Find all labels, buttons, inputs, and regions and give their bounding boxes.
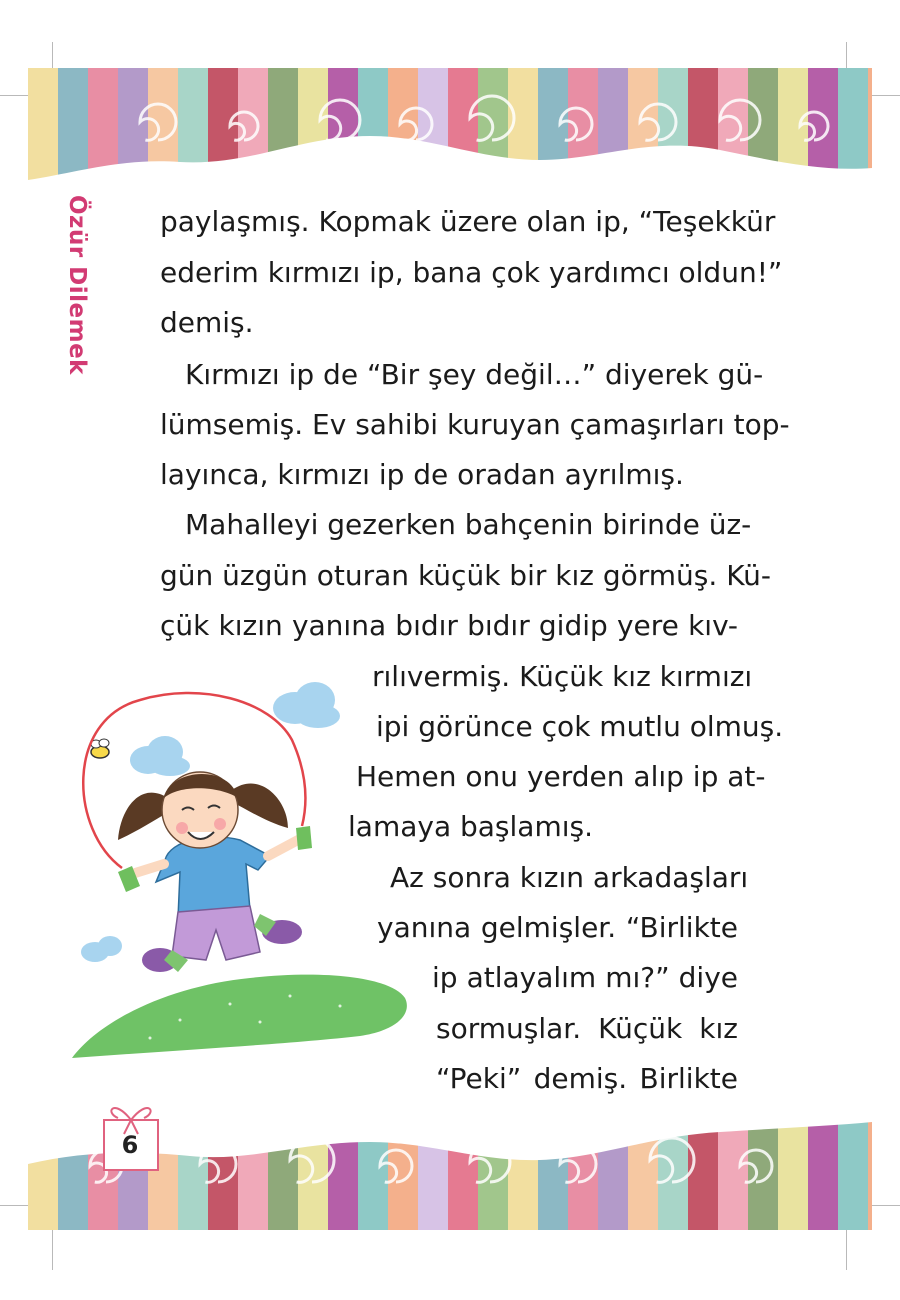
border-stripe [358,1120,388,1232]
body-line-13: lamaya başlamış. [348,810,593,843]
border-stripe [718,68,748,183]
girl-jumping-rope-illustration [60,660,420,1080]
border-stripe [268,1120,298,1232]
border-stripe [238,1120,268,1232]
border-stripe [748,1120,778,1232]
border-stripe [358,68,388,183]
border-stripe [178,1120,208,1232]
body-line-17: sormuşlar. Küçük kız [436,1012,738,1045]
body-line-8: gün üzgün oturan küçük bir kız görmüş. Kü- [160,559,772,592]
border-stripe [268,68,298,183]
body-line-16: ip atlayalım mı?” diye [432,961,738,994]
border-stripe [28,68,58,183]
border-stripe [508,1120,538,1232]
border-stripe [208,68,238,183]
bee-icon [91,739,109,758]
side-chapter-title-text: Özür Dilemek [64,195,90,375]
side-chapter-title [50,195,130,395]
border-stripe [778,68,808,183]
border-stripe [448,68,478,183]
border-stripe [568,68,598,183]
body-line-10: rılıvermiş. Küçük kız kırmızı [372,660,753,693]
border-stripe [598,1120,628,1232]
body-line-1: paylaşmış. Kopmak üzere olan ip, “Teşekkür [160,205,776,238]
border-stripe [448,1120,478,1232]
border-stripe [118,68,148,183]
border-stripe [778,1120,808,1232]
body-line-3: demiş. [160,306,254,339]
border-stripe [838,1120,868,1232]
border-stripe [328,68,358,183]
border-stripe [688,1120,718,1232]
border-stripe [628,68,658,183]
cloud-icon [130,736,190,776]
border-stripe [298,68,328,183]
body-line-9: çük kızın yanına bıdır bıdır gidip yere kıv- [160,609,738,642]
body-line-15: yanına gelmişler. “Birlikte [377,911,738,944]
body-line-12: Hemen onu yerden alıp ip at- [356,760,766,793]
border-stripe [418,1120,448,1232]
body-line-2: ederim kırmızı ip, bana çok yardımcı oldun!” [160,256,783,289]
border-stripe [148,68,178,183]
border-stripe [748,68,778,183]
border-stripe [598,68,628,183]
border-stripe [58,68,88,183]
border-stripe [388,1120,418,1232]
cloud-icon [273,682,340,728]
page-number: 6 [121,1131,139,1159]
border-stripe [28,1120,58,1232]
body-line-5: lümsemiş. Ev sahibi kuruyan çamaşırları top- [160,408,790,441]
border-stripe [868,1120,872,1232]
cloud-icon [81,936,122,962]
border-stripe [628,1120,658,1232]
border-stripe [658,68,688,183]
body-line-6: layınca, kırmızı ip de oradan ayrılmış. [160,458,684,491]
border-stripe [178,68,208,183]
border-stripe [868,68,872,183]
body-line-11: ipi görünce çok mutlu olmuş. [376,710,784,743]
border-stripe [838,68,868,183]
top-decorative-border [0,40,900,190]
body-line-14: Az sonra kızın arkadaşları [390,861,749,894]
border-stripe [718,1120,748,1232]
border-stripe [538,1120,568,1232]
border-stripe [208,1120,238,1232]
border-stripe [328,1120,358,1232]
body-line-18: “Peki” demiş. Birlikte [436,1062,738,1095]
border-stripe [88,68,118,183]
body-line-7: Mahalleyi gezerken bahçenin birinde üz- [185,508,752,541]
border-stripe [538,68,568,183]
border-stripe [688,68,718,183]
body-line-4: Kırmızı ip de “Bir şey değil…” diyerek gü- [185,358,764,391]
border-stripe [568,1120,598,1232]
grass-hill-icon [72,975,407,1058]
border-stripe [808,1120,838,1232]
